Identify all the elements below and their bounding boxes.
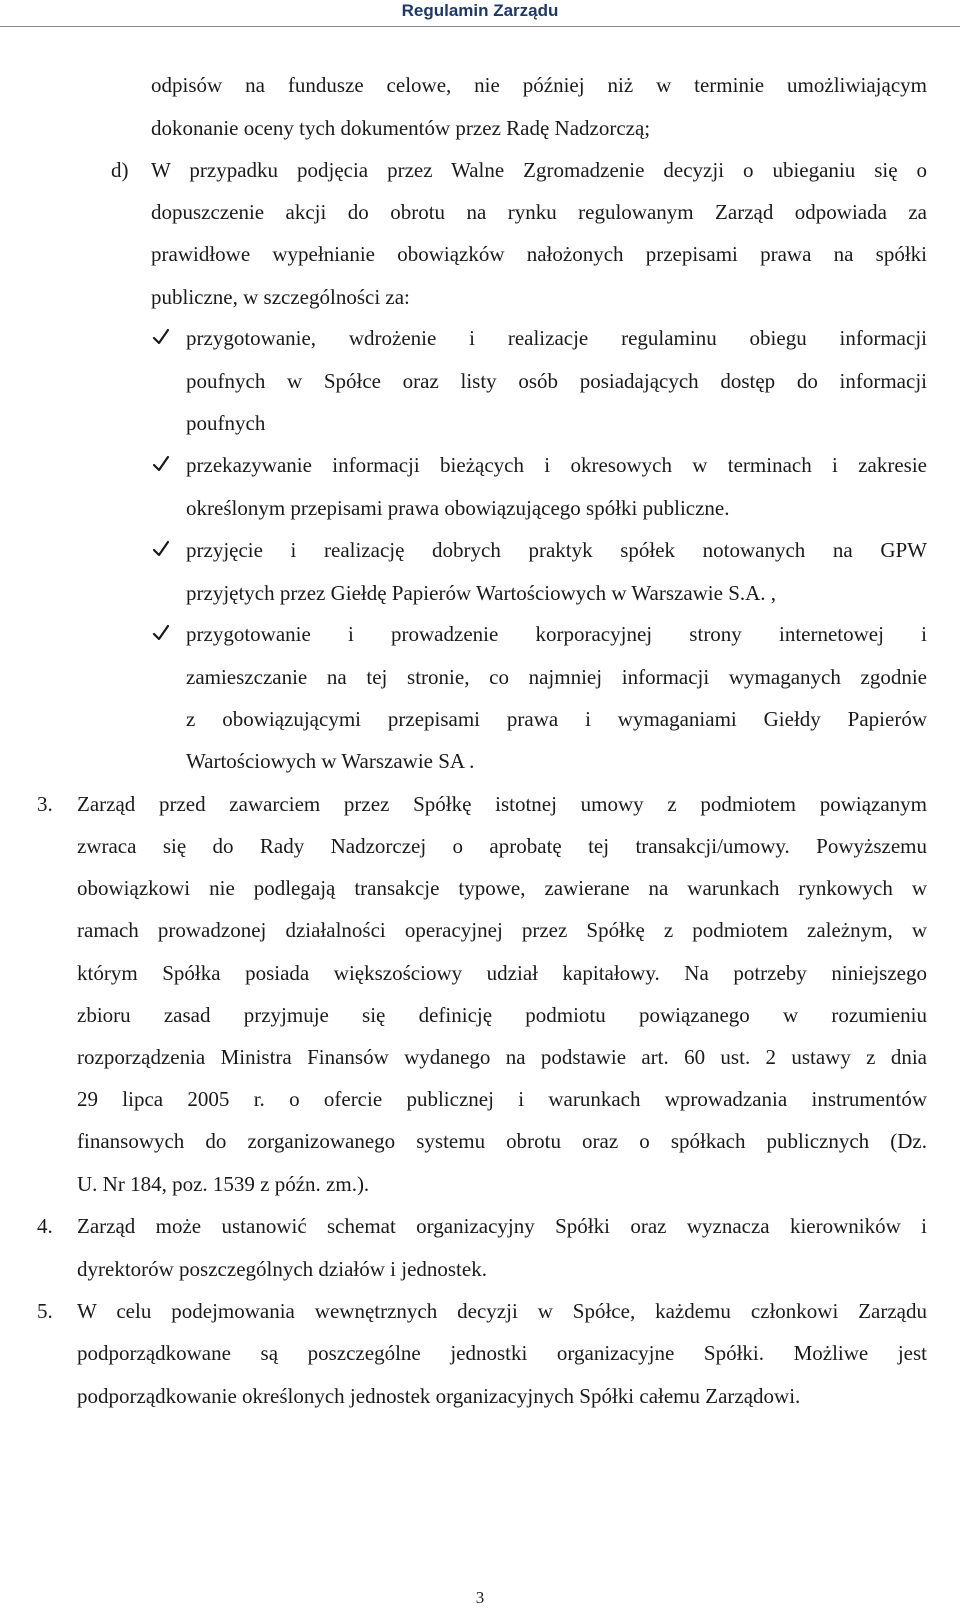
checkmark-icon	[151, 539, 173, 561]
body-line: którym Spółka posiada większościowy udział kapitałowy. Na potrzeby niniejszego	[77, 961, 927, 985]
list-marker: 5.	[37, 1299, 53, 1323]
body-line: prawidłowe wypełnianie obowiązków nałożonych przepisami prawa na spółki	[151, 242, 927, 266]
checkmark-icon	[151, 454, 173, 476]
running-header: Regulamin Zarządu	[401, 1, 559, 20]
body-line: rozporządzenia Ministra Finansów wydanego na podstawie art. 60 ust. 2 ustawy z dnia	[77, 1045, 927, 1069]
body-line: dyrektorów poszczególnych działów i jednostek.	[77, 1257, 487, 1281]
bullet-line: przygotowanie i prowadzenie korporacyjnej strony internetowej i	[186, 622, 927, 646]
bullet-line: przyjęcie i realizację dobrych praktyk spółek notowanych na GPW	[186, 538, 927, 562]
list-marker: 3.	[37, 792, 53, 816]
bullet-line: z obowiązującymi przepisami prawa i wymaganiami Giełdy Papierów	[186, 707, 927, 731]
body-line: dokonanie oceny tych dokumentów przez Radę Nadzorczą;	[151, 116, 651, 140]
body-line: zwraca się do Rady Nadzorczej o aprobatę tej transakcji/umowy. Powyższemu	[77, 834, 927, 858]
body-line: W celu podejmowania wewnętrznych decyzji w Spółce, każdemu członkowi Zarządu	[77, 1299, 927, 1323]
header-divider	[0, 26, 960, 27]
body-line: W przypadku podjęcia przez Walne Zgromadzenie decyzji o ubieganiu się o	[151, 158, 927, 182]
body-line: dopuszczenie akcji do obrotu na rynku regulowanym Zarząd odpowiada za	[151, 200, 927, 224]
page-number: 3	[475, 1588, 485, 1607]
body-line: obowiązkowi nie podlegają transakcje typowe, zawierane na warunkach rynkowych w	[77, 876, 927, 900]
body-line: publiczne, w szczególności za:	[151, 285, 410, 309]
body-line: Zarząd przed zawarciem przez Spółkę istotnej umowy z podmiotem powiązanym	[77, 792, 927, 816]
body-line: 29 lipca 2005 r. o ofercie publicznej i warunkach wprowadzania instrumentów	[77, 1087, 927, 1111]
body-line: finansowych do zorganizowanego systemu obrotu oraz o spółkach publicznych (Dz.	[77, 1129, 927, 1153]
bullet-line: poufnych	[186, 411, 266, 435]
bullet-line: przygotowanie, wdrożenie i realizacje regulaminu obiegu informacji	[186, 326, 927, 350]
body-line: Zarząd może ustanowić schemat organizacyjny Spółki oraz wyznacza kierowników i	[77, 1214, 927, 1238]
list-marker: d)	[111, 158, 129, 182]
bullet-line: zamieszczanie na tej stronie, co najmniej informacji wymaganych zgodnie	[186, 665, 927, 689]
body-line: ramach prowadzonej działalności operacyjnej przez Spółkę z podmiotem zależnym, w	[77, 918, 927, 942]
bullet-line: przekazywanie informacji bieżących i okresowych w terminach i zakresie	[186, 453, 927, 477]
body-line: odpisów na fundusze celowe, nie później niż w terminie umożliwiającym	[151, 73, 927, 97]
body-line: U. Nr 184, poz. 1539 z późn. zm.).	[77, 1172, 370, 1196]
list-marker: 4.	[37, 1214, 53, 1238]
body-line: zbioru zasad przyjmuje się definicję podmiotu powiązanego w rozumieniu	[77, 1003, 927, 1027]
bullet-line: Wartościowych w Warszawie SA .	[186, 749, 475, 773]
checkmark-icon	[151, 327, 173, 349]
bullet-line: przyjętych przez Giełdę Papierów Wartościowych w Warszawie S.A. ,	[186, 581, 777, 605]
body-line: podporządkowanie określonych jednostek organizacyjnych Spółki całemu Zarządowi.	[77, 1384, 801, 1408]
bullet-line: określonym przepisami prawa obowiązującego spółki publiczne.	[186, 496, 730, 520]
checkmark-icon	[151, 623, 173, 645]
bullet-line: poufnych w Spółce oraz listy osób posiadających dostęp do informacji	[186, 369, 927, 393]
body-line: podporządkowane są poszczególne jednostki organizacyjne Spółki. Możliwe jest	[77, 1341, 927, 1365]
